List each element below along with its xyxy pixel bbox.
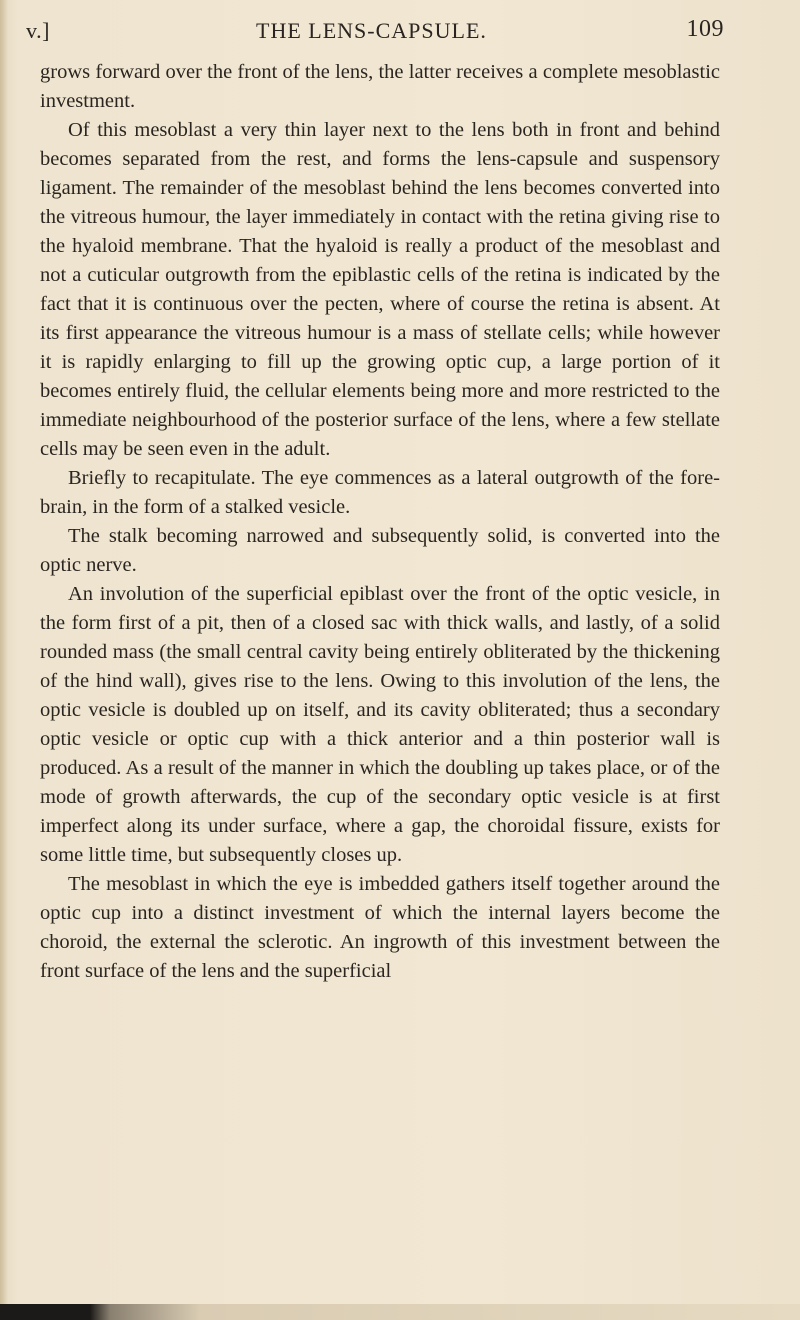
running-title: THE LENS-CAPSULE.	[256, 18, 487, 43]
paragraph: An involution of the superficial epiblast over the front of the optic vesicle, in the form first of a pit, then of a closed sac with thick walls, and lastly, of a solid rounded mass (the small central cavity being entirely obliterated by the thickening of the hind wall), gives rise to the lens. Owing to this involution of the lens, the optic vesicle is doubled up on itself, and its cavity obliterated; thus a secondary optic vesicle or optic cup with a thick anterior and a thin posterior wall is produced. As a result of the manner in which the doubling up takes place, or of the mode of growth afterwards, the cup of the secondary optic vesicle is at first imperfect along its under surface, where a gap, the choroidal fissure, exists for some little time, but subsequently closes up.	[40, 583, 720, 866]
paragraph: Briefly to recapitulate. The eye commences as a lateral outgrowth of the fore-brain, in the form of a stalked vesicle.	[40, 467, 720, 518]
chapter-number: v.]	[26, 18, 50, 43]
running-header	[26, 10, 724, 50]
paragraph: grows forward over the front of the lens, the latter receives a complete mesoblastic investment.	[40, 61, 720, 112]
scan-edge-shadow	[0, 1304, 800, 1320]
paragraph: The mesoblast in which the eye is imbedded gathers itself together around the optic cup into a distinct investment of which the internal layers become the choroid, the external the sclerotic. An ingrowth of this investment between the front surface of the lens and the superficial	[40, 873, 720, 982]
body-text	[40, 58, 720, 986]
paragraph: Of this mesoblast a very thin layer next to the lens both in front and behind becomes separated from the rest, and forms the lens-capsule and suspensory ligament. The remainder of the mesoblast behind the lens becomes converted into the vitreous humour, the layer immediately in contact with the retina giving rise to the hyaloid membrane. That the hyaloid is really a product of the mesoblast and not a cuticular outgrowth from the epiblastic cells of the retina is indicated by the fact that it is continuous over the pecten, where of course the retina is absent. At its first appearance the vitreous humour is a mass of stellate cells; while however it is rapidly enlarging to fill up the growing optic cup, a large portion of it becomes entirely fluid, the cellular elements being more and more restricted to the immediate neighbourhood of the posterior surface of the lens, where a few stellate cells may be seen even in the adult.	[40, 119, 720, 460]
page-number: 109	[686, 16, 724, 42]
page-gutter-shadow	[0, 0, 8, 1320]
paragraph: The stalk becoming narrowed and subsequently solid, is converted into the optic nerve.	[40, 525, 720, 576]
